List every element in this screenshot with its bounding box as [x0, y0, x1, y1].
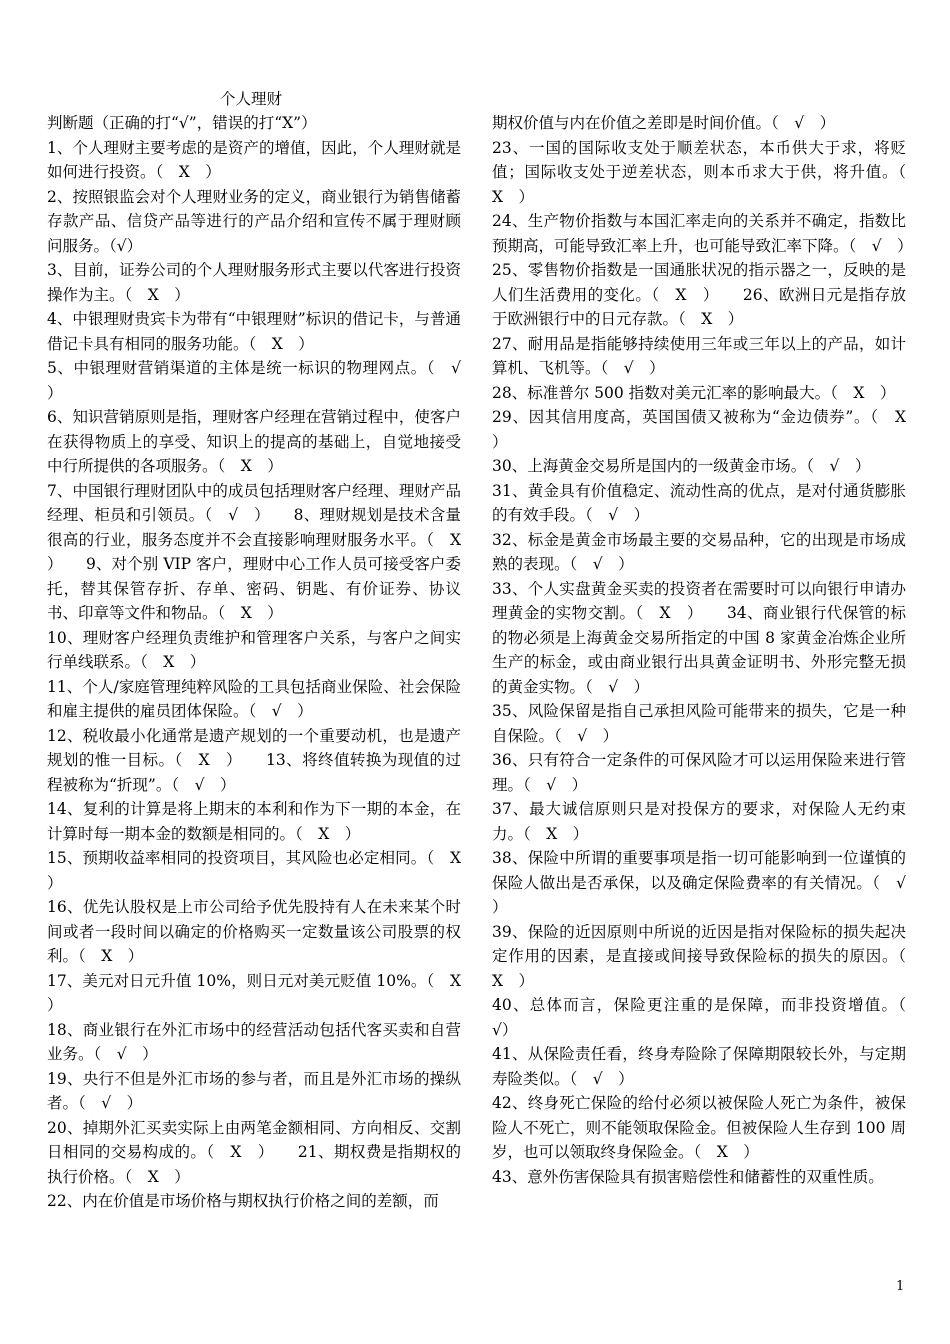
question-paragraph: 40、总体而言，保险更注重的是保障，而非投资增值。（ √）: [492, 996, 922, 1039]
question-paragraph: 27、耐用品是指能够持续使用三年或三年以上的产品，如计算机、飞机等。（ √ ）: [492, 334, 906, 377]
question-paragraph: 12、税收最小化通常是遗产规划的一个重要动机，也是遗产规划的惟一目标。（ X ） 13、将终值转换为现值的过程被称为“折现”。（ √ ）: [47, 726, 461, 794]
question-paragraph: 30、上海黄金交易所是国内的一级黄金市场。（ √ ）: [492, 457, 871, 475]
question-paragraph: 18、商业银行在外汇市场中的经营活动包括代客买卖和自营业务。（ √ ）: [47, 1020, 461, 1063]
question-paragraph: 16、优先认股权是上市公司给予优先股持有人在未来某个时间或者一段时间以确定的价格购买一定数量该公司股票的权利。（ X ）: [47, 898, 461, 965]
question-paragraph: 15、预期收益率相同的投资项目，其风险也必定相同。（ X ）: [47, 849, 477, 892]
question-paragraph: 14、复利的计算是将上期末的本利和作为下一期的本金，在计算时每一期本金的数额是相同的。（ X ）: [47, 800, 461, 843]
question-paragraph: 43、意外伤害保险具有损害赔偿性和储蓄性的双重性质。: [492, 1167, 884, 1186]
page-number: 1: [896, 1279, 905, 1294]
question-paragraph: 19、央行不但是外汇市场的参与者，而且是外汇市场的操纵者。（ √ ）: [47, 1069, 461, 1112]
question-paragraph: 35、风险保留是指自己承担风险可能带来的损失，它是一种自保险。（ √ ）: [492, 702, 906, 745]
question-paragraph: 10、理财客户经理负责维护和管理客户关系，与客户之间实行单线联系。（ X ）: [47, 628, 461, 671]
question-paragraph: 6、知识营销原则是指，理财客户经理在营销过程中，使客户在获得物质上的享受、知识上的提高的基础上，自觉地接受中行所提供的各项服务。（ X ）: [47, 408, 461, 475]
question-paragraph: 5、中银理财营销渠道的主体是统一标识的物理网点。（ √ ）: [47, 359, 477, 402]
heading-judgment-questions: 判断题（正确的打“√”，错误的打“X”）: [47, 114, 317, 132]
right-column: [492, 111, 922, 1189]
question-paragraph: 41、从保险责任看，终身寿险除了保障期限较长外，与定期寿险类似。（ √ ）: [492, 1045, 906, 1088]
question-paragraph: 2、按照银监会对个人理财业务的定义，商业银行为销售储蓄存款产品、信贷产品等进行的产品介绍和宣传不属于理财顾问服务。（√）: [47, 187, 461, 255]
question-paragraph: 28、标准普尔 500 指数对美元汇率的影响最大。（ X ）: [492, 383, 896, 402]
question-paragraph: 24、生产物价指数与本国汇率走向的关系并不确定，指数比预期高，可能导致汇率上升，也可能导致汇率下降。（ √ ）: [492, 212, 913, 255]
question-paragraph: 4、中银理财贵宾卡为带有“中银理财”标识的借记卡，与普通借记卡具有相同的服务功能。（ X ）: [47, 310, 461, 353]
question-paragraph: 期权价值与内在价值之差即是时间价值。（ √ ）: [492, 114, 836, 132]
question-paragraph: 39、保险的近因原则中所说的近因是指对保险标的损失起决定作用的因素，是直接或间接导致保险标的损失的原因。（ X ）: [492, 922, 922, 990]
question-paragraph: 20、掉期外汇买卖实际上由两笔金额相同、方向相反、交割日相同的交易构成的。（ X ） 21、期权费是指期权的执行价格。（ X ）: [47, 1118, 461, 1186]
question-paragraph: 33、个人实盘黄金买卖的投资者在需要时可以向银行申请办理黄金的实物交割。（ X ） 34、商业银行代保管的标的物必须是上海黄金交易所指定的中国 8 家黄金冶炼企业所生产的标金，或由商业银行出具黄金证明书、外形完整无损的黄金实物。（ √ ）: [492, 579, 906, 696]
question-paragraph: 32、标金是黄金市场最主要的交易品种，它的出现是市场成熟的表现。（ √ ）: [492, 530, 906, 573]
question-paragraph: 36、只有符合一定条件的可保风险才可以运用保险来进行管理。（ √ ）: [492, 751, 906, 794]
question-paragraph: 37、最大诚信原则只是对投保方的要求，对保险人无约束力。（ X ）: [492, 800, 906, 843]
question-paragraph: 11、个人/家庭管理纯粹风险的工具包括商业保险、社会保险和雇主提供的雇员团体保险。（ √ ）: [47, 677, 461, 720]
question-paragraph: 17、美元对日元升值 10%，则日元对美元贬值 10%。（ X ）: [47, 971, 477, 1014]
page-title: 个人理财: [220, 90, 283, 108]
question-paragraph: 38、保险中所谓的重要事项是指一切可能影响到一位谨慎的保险人做出是否承保，以及确定保险费率的有关情况。（ √ ）: [492, 849, 922, 916]
question-paragraph: 25、零售物价指数是一国通胀状况的指示器之一，反映的是人们生活费用的变化。（ X ） 26、欧洲日元是指存放于欧洲银行中的日元存款。（ X ）: [492, 261, 906, 328]
left-column: [47, 111, 477, 1214]
question-paragraph: 42、终身死亡保险的给付必须以被保险人死亡为条件，被保险人不死亡，则不能领取保险金。但被保险人生存到 100 周岁，也可以领取终身保险金。（ X ）: [492, 1094, 906, 1161]
question-paragraph: 3、目前，证券公司的个人理财服务形式主要以代客进行投资操作为主。（ X ）: [47, 261, 461, 304]
question-paragraph: 23、一国的国际收支处于顺差状态，本币供大于求，将贬值；国际收支处于逆差状态，则本币求大于供，将升值。（ X ）: [492, 138, 922, 206]
question-paragraph: 31、黄金具有价值稳定、流动性高的优点，是对付通货膨胀的有效手段。（ √ ）: [492, 481, 906, 524]
question-paragraph: 1、个人理财主要考虑的是资产的增值，因此，个人理财就是如何进行投资。（ X ）: [47, 138, 461, 181]
question-paragraph: 29、因其信用度高，英国国债又被称为“金边债券”。（ X ）: [492, 408, 922, 451]
question-paragraph: 7、中国银行理财团队中的成员包括理财客户经理、理财产品经理、柜员和引领员。（ √ ） 8、理财规划是技术含量很高的行业，服务态度并不会直接影响理财服务水平。（ X ） 9、对个别 VIP 客户，理财中心工作人员可接受客户委托，替其保管存折、存单、密码、钥匙、有价证券、协议书、印章等文件和物品。（ X ）: [47, 481, 477, 622]
question-paragraph: 22、内在价值是市场价格与期权执行价格之间的差额，而: [47, 1192, 439, 1210]
